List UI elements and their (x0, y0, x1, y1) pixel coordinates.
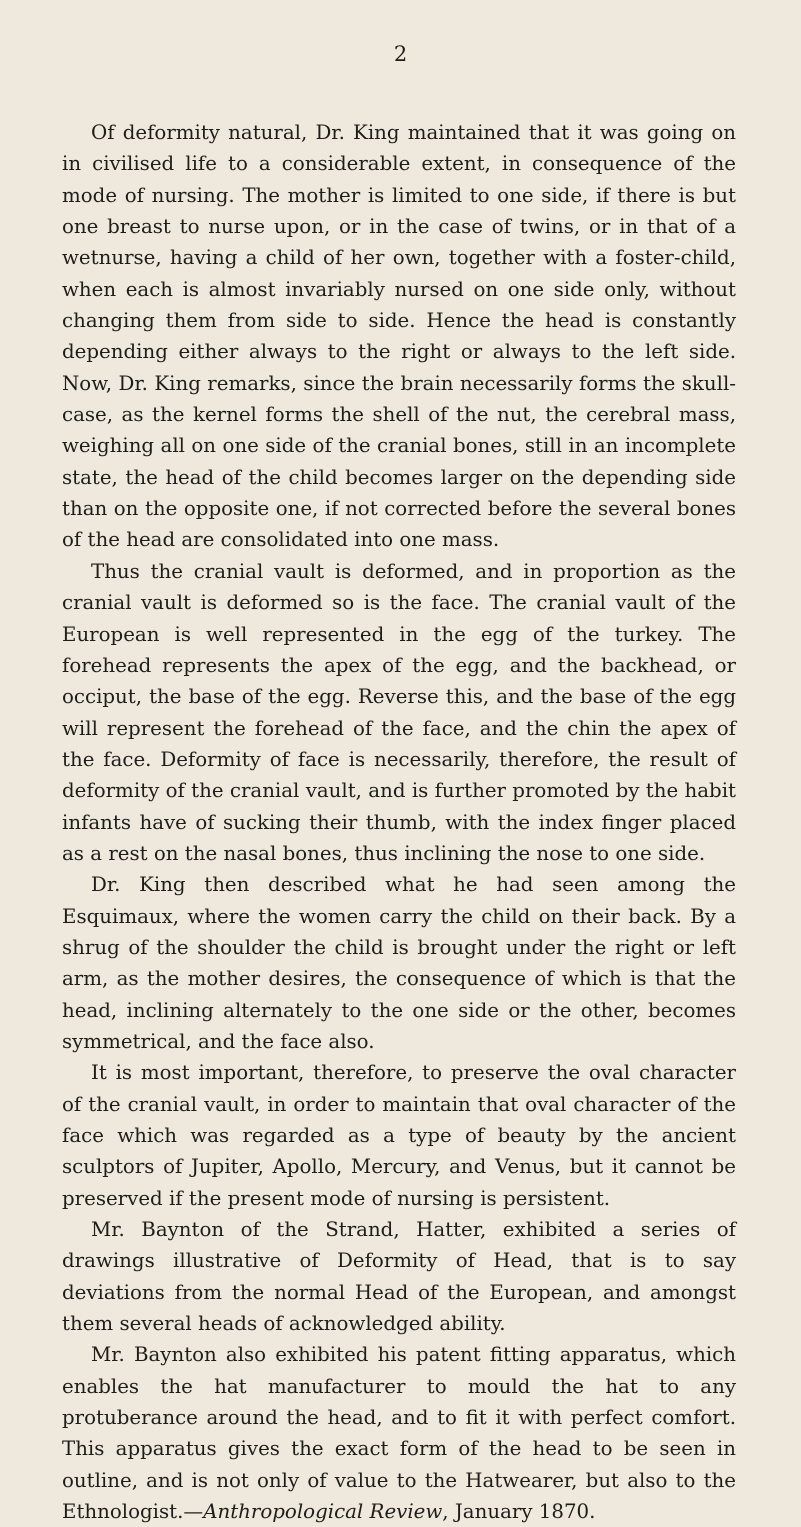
page-number: 2 (393, 42, 408, 66)
paragraph-esquimaux: Dr. King then described what he had seen among the Esquimaux, where the women carry the child on their back. By a shrug of the shoulder the child is brought under the right or left arm, as the mother desires, the consequence of which is that the head, inclining alternately to the one side or the other, becomes symmetrical, and the face also. (62, 873, 736, 1053)
paragraph-oval-character: It is most important, therefore, to preserve the oval character of the cranial vault, in order to maintain that oval character of the face which was regarded as a type of beauty by the ancient sculptors of Jupiter, Apollo, Mercury, and Venus, but it cannot be preserved if the present mode of nursing is persistent. (62, 1061, 736, 1210)
paragraph-baynton-apparatus (62, 1339, 736, 1527)
citation-source: Anthropological Review (203, 1500, 443, 1524)
body-text (62, 117, 736, 1527)
citation-date: , January 1870. (442, 1500, 596, 1524)
paragraph-baynton-apparatus-text: Mr. Baynton also exhibited his patent fitting apparatus, which enables the hat manufacturer to mould the hat to any protuberance around the head, and to fit it with perfect comfort. This apparatus gives the exact form of the head to be seen in outline, and is not only of value to the Hatwearer, but also to the Ethnologist.— (62, 1343, 736, 1524)
paragraph-cranial-vault: Thus the cranial vault is deformed, and in proportion as the cranial vault is deformed so is the face. The cranial vault of the European is well represented in the egg of the turkey. The forehead represents the apex of the egg, and the backhead, or occiput, the base of the egg. Reverse this, and the base of the egg will represent the forehead of the face, and the chin the apex of the face. Deformity of face is necessarily, therefore, the result of deformity of the cranial vault, and is further promoted by the habit infants have of sucking their thumb, with the index finger placed as a rest on the nasal bones, thus inclining the nose to one side. (62, 559, 736, 865)
paragraph-deformity-natural: Of deformity natural, Dr. King maintained that it was going on in civilised life to a considerable extent, in consequence of the mode of nursing. The mother is limited to one side, if there is but one breast to nurse upon, or in the case of twins, or in that of a wetnurse, having a child of her own, together with a foster-child, when each is almost invariably nursed on one side only, without changing them from side to side. Hence the head is constantly depending either always to the right or always to the left side. Now, Dr. King remarks, since the brain necessarily forms the skull-case, as the kernel forms the shell of the nut, the cerebral mass, weighing all on one side of the cranial bones, still in an incomplete state, the head of the child becomes larger on the depending side than on the opposite one, if not corrected before the several bones of the head are consolidated into one mass. (62, 121, 736, 552)
paragraph-baynton-drawings: Mr. Baynton of the Strand, Hatter, exhibited a series of drawings illustrative of Deformity of Head, that is to say deviations from the normal Head of the European, and amongst them several heads of acknowledged ability. (62, 1218, 736, 1336)
